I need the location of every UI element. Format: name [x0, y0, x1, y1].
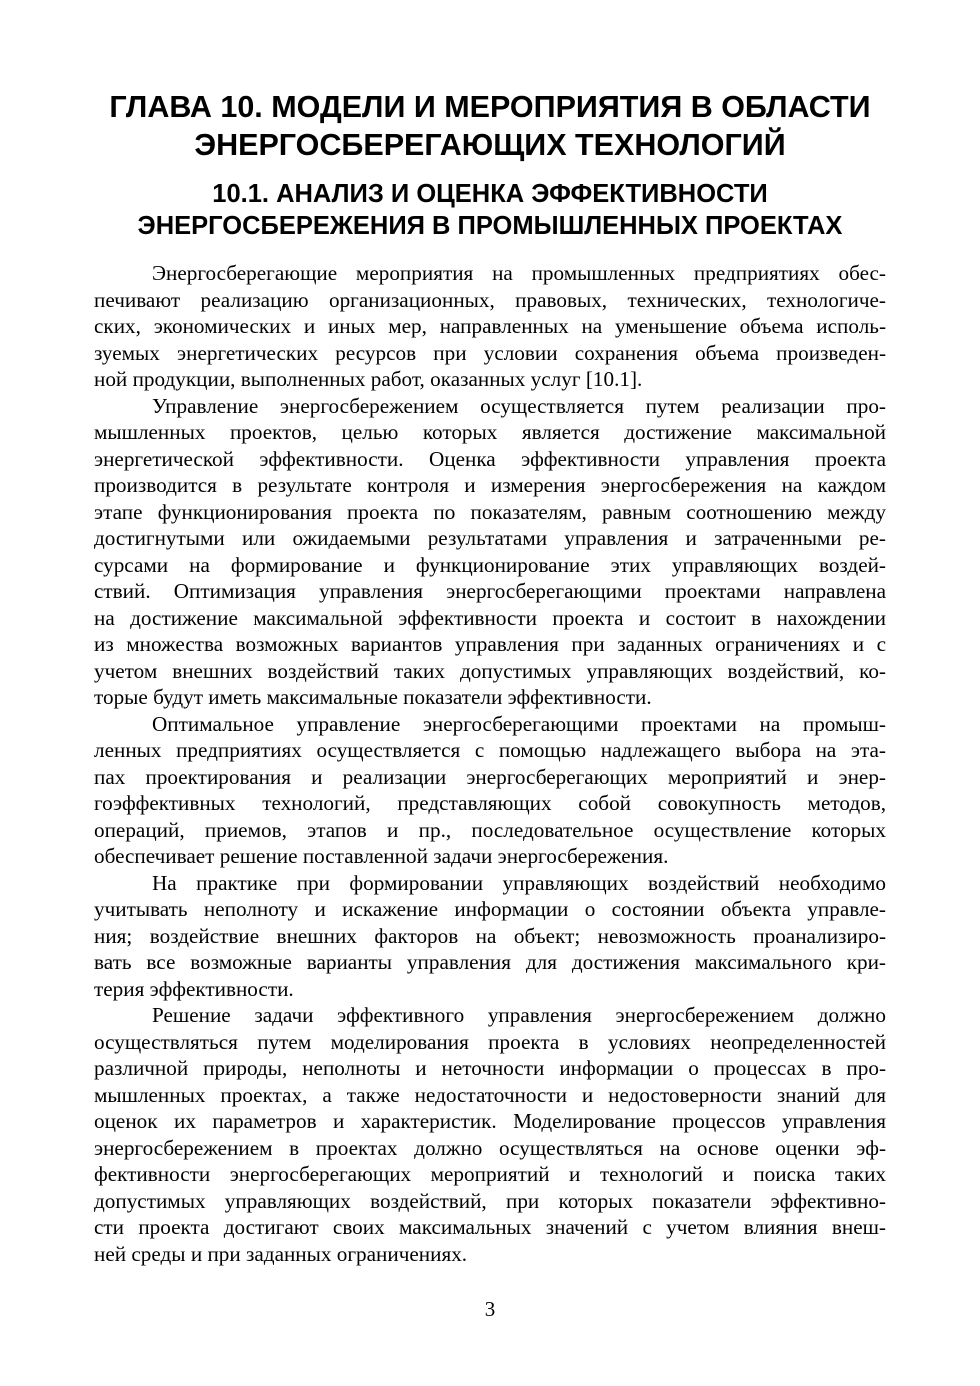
- paragraph-line: мышленных проектов, целью которых является достижение максимальной: [94, 420, 886, 444]
- chapter-title-line: ЭНЕРГОСБЕРЕГАЮЩИХ ТЕХНОЛОГИЙ: [194, 128, 786, 162]
- paragraph-line: операций, приемов, этапов и пр., последовательное осуществление которых: [94, 817, 886, 842]
- paragraph-line: фективности энергосберегающих мероприятий и технологий и поиска таких: [94, 1162, 886, 1186]
- paragraph-line: вать все возможные варианты управления для достижения максимального кри-: [94, 950, 886, 974]
- paragraph-line: Решение задачи эффективного управления энергосбережением должно: [152, 1003, 886, 1027]
- paragraph-line: На практике при формировании управляющих воздействий необходимо: [152, 870, 886, 895]
- paragraph-line: этапе функционирования проекта по показателям, равным соотношению между: [94, 499, 886, 524]
- section-title: [60, 178, 920, 242]
- paragraph-line: учитывать неполноту и искажение информации о состоянии объекта управле-: [94, 897, 886, 921]
- paragraph-line: зуемых энергетических ресурсов при условии сохранения объема произведен-: [94, 340, 886, 365]
- paragraph-line: печивают реализацию организационных, правовых, технических, технологиче-: [94, 287, 886, 312]
- paragraph-line: энергосбережением в проектах должно осуществляться на основе оценки эф-: [94, 1135, 886, 1160]
- paragraph-line: осуществляться путем моделирования проекта в условиях неопределенностей: [94, 1029, 886, 1054]
- paragraph-line: допустимых управляющих воздействий, при которых показатели эффективно-: [94, 1188, 886, 1213]
- paragraph-line: производится в результате контроля и измерения энергосбережения на каждом: [94, 473, 886, 497]
- paragraph-line: Управление энергосбережением осуществляется путем реализации про-: [152, 393, 886, 418]
- paragraph-line: из множества возможных вариантов управления при заданных ограничениях и с: [94, 632, 886, 656]
- section-title-line: ЭНЕРГОСБЕРЕЖЕНИЯ В ПРОМЫШЛЕННЫХ ПРОЕКТАХ: [137, 212, 843, 240]
- paragraph-line: достигнутыми или ожидаемыми результатами управления и затраченными ре-: [94, 526, 886, 550]
- paragraph-line: Энергосберегающие мероприятия на промышленных предприятиях обес-: [152, 261, 886, 285]
- paragraph: [94, 260, 886, 393]
- paragraph: [94, 711, 886, 870]
- chapter-title: [60, 88, 920, 164]
- paragraph: [94, 870, 886, 1003]
- paragraph-line: сти проекта достигают своих максимальных значений с учетом влияния внеш-: [94, 1215, 886, 1239]
- paragraph-line: сурсами на формирование и функционирование этих управляющих воздей-: [94, 552, 886, 577]
- paragraph-line: обеспечивает решение поставленной задачи энергосбережения.: [94, 844, 669, 868]
- paragraph-line: различной природы, неполноты и неточности информации о процессах в про-: [94, 1056, 886, 1080]
- paragraph: [94, 393, 886, 711]
- paragraph-line: ствий. Оптимизация управления энергосберегающими проектами направлена: [94, 579, 886, 603]
- paragraph-line: ленных предприятиях осуществляется с помощью надлежащего выбора на эта-: [94, 738, 886, 762]
- paragraph-line: оценок их параметров и характеристик. Моделирование процессов управления: [94, 1109, 886, 1133]
- paragraph-line: энергетической эффективности. Оценка эффективности управления проекта: [94, 446, 886, 471]
- paragraph-line: ней среды и при заданных ограничениях.: [94, 1241, 468, 1266]
- chapter-title-line: ГЛАВА 10. МОДЕЛИ И МЕРОПРИЯТИЯ В ОБЛАСТИ: [109, 90, 871, 124]
- paragraph-line: мышленных проектах, а также недостаточности и недостоверности знаний для: [94, 1082, 886, 1107]
- paragraph-line: ной продукции, выполненных работ, оказанных услуг [10.1].: [94, 367, 643, 391]
- paragraph-line: на достижение максимальной эффективности проекта и состоит в нахождении: [94, 605, 886, 630]
- paragraph-line: торые будут иметь максимальные показатели эффективности.: [94, 685, 652, 709]
- section-title-line: 10.1. АНАЛИЗ И ОЦЕНКА ЭФФЕКТИВНОСТИ: [212, 180, 768, 208]
- paragraph-line: терия эффективности.: [94, 976, 294, 1001]
- paragraph-line: гоэффективных технологий, представляющих собой совокупность методов,: [94, 791, 886, 815]
- paragraph-line: ния; воздействие внешних факторов на объект; невозможность проанализиро-: [94, 923, 886, 948]
- paragraph-line: пах проектирования и реализации энергосберегающих мероприятий и энер-: [94, 764, 886, 789]
- paragraph: [94, 1002, 886, 1267]
- page-number: 3: [484, 1297, 496, 1321]
- paragraph-line: учетом внешних воздействий таких допустимых управляющих воздействий, ко-: [94, 658, 886, 683]
- paragraph-line: Оптимальное управление энергосберегающими проектами на промыш-: [152, 711, 886, 736]
- paragraph-line: ских, экономических и иных мер, направленных на уменьшение объема исполь-: [94, 314, 886, 338]
- body-text: [94, 260, 886, 1267]
